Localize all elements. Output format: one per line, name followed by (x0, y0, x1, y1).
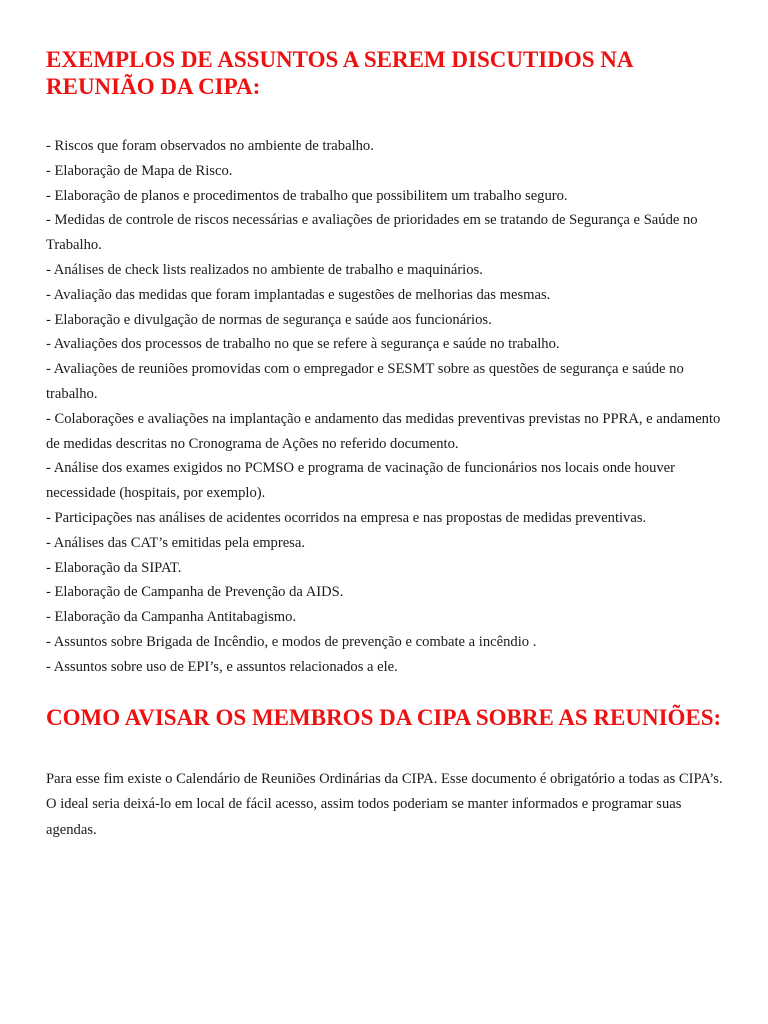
paragraph-calendario: Para esse fim existe o Calendário de Reuniões Ordinárias da CIPA. Esse documento é obrigatório a todas as CIPA’s. (46, 770, 723, 787)
list-item: - Assuntos sobre Brigada de Incêndio, e modos de prevenção e combate a incêndio . (46, 633, 537, 650)
list-item: - Análises das CAT’s emitidas pela empresa. (46, 534, 305, 551)
list-item: - Riscos que foram observados no ambiente de trabalho. (46, 138, 374, 154)
list-item: - Avaliações dos processos de trabalho no que se refere à segurança e saúde no trabalho. (46, 336, 560, 353)
list-item: - Elaboração da Campanha Antitabagismo. (46, 609, 297, 626)
list-item: - Elaboração de Mapa de Risco. (46, 162, 233, 179)
list-item: - Elaboração da SIPAT. (46, 559, 182, 576)
list-item: - Análises de check lists realizados no ambiente de trabalho e maquinários. (46, 261, 483, 278)
list-item: - Elaboração e divulgação de normas de segurança e saúde aos funcionários. (46, 311, 492, 328)
list-item: - Participações nas análises de acidentes ocorridos na empresa e nas propostas de medidas preventivas. (46, 509, 647, 526)
list-item: - Avaliação das medidas que foram implantadas e sugestões de melhorias das mesmas. (46, 286, 551, 303)
section-heading-assuntos: EXEMPLOS DE ASSUNTOS A SEREM DISCUTIDOS NA REUNIÃO DA CIPA: (46, 47, 633, 99)
list-item: - Assuntos sobre uso de EPI’s, e assuntos relacionados a ele. (46, 658, 398, 675)
list-item: - Elaboração de planos e procedimentos de trabalho que possibilitem um trabalho seguro. (46, 187, 568, 204)
assuntos-list (46, 134, 726, 680)
list-item: - Colaborações e avaliações na implantação e andamento das medidas preventivas previstas no PPRA, e andamento de medidas descritas no Cronograma de Ações no referido documento. (46, 410, 721, 452)
list-item: - Elaboração de Campanha de Prevenção da AIDS. (46, 584, 344, 601)
paragraph-local-acesso: O ideal seria deixá-lo em local de fácil acesso, assim todos poderiam se manter informados e programar suas agendas. (46, 796, 682, 838)
list-item: - Medidas de controle de riscos necessárias e avaliações de prioridades em se tratando de Segurança e Saúde no Trabalho. (46, 212, 698, 254)
list-item: - Análise dos exames exigidos no PCMSO e programa de vacinação de funcionários nos locais onde houver necessidade (hospitais, por exemplo). (46, 460, 675, 502)
section-heading-como-avisar: COMO AVISAR OS MEMBROS DA CIPA SOBRE AS REUNIÕES: (46, 704, 722, 730)
document-page (46, 46, 726, 843)
list-item: - Avaliações de reuniões promovidas com o empregador e SESMT sobre as questões de segurança e saúde no trabalho. (46, 361, 684, 402)
